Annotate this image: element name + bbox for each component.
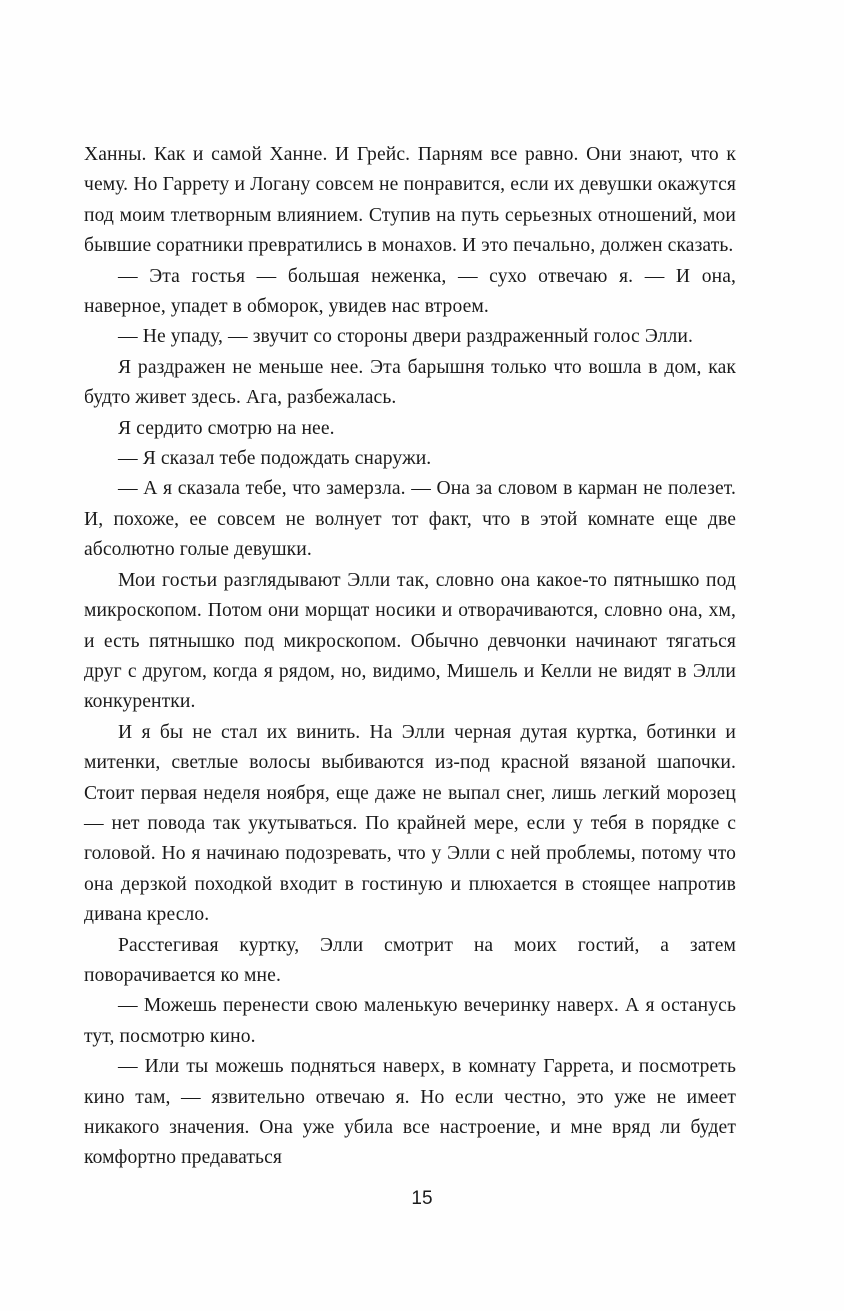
paragraph: И я бы не стал их винить. На Элли черная дутая куртка, ботинки и митенки, светлые волосы выбиваются из-под красной вязаной шапочки. Стоит первая неделя ноября, еще даже не выпал снег, лишь легкий морозец — нет повода так укутываться. По крайней мере, если у тебя в порядке с головой. Но я начинаю подозревать, что у Элли с ней проблемы, потому что она дерзкой походкой входит в гостиную и плюхается в стоящее напротив дивана кресло.	[84, 721, 736, 926]
paragraph: — А я сказала тебе, что замерзла. — Она за словом в карман не полезет. И, похоже, ее совсем не волнует тот факт, что в этой комнате еще две абсолютно голые девушки.	[84, 478, 736, 561]
paragraph: Я раздражен не меньше нее. Эта барышня только что вошла в дом, как будто живет здесь. Ага, разбежалась.	[84, 356, 736, 409]
paragraph: Я сердито смотрю на нее.	[118, 417, 335, 439]
page-text-body	[84, 140, 736, 1174]
page-number: 15	[411, 1188, 433, 1209]
paragraph: — Эта гостья — большая неженка, — сухо отвечаю я. — И она, наверное, упадет в обморок, увидев нас втроем.	[84, 265, 736, 318]
paragraph: — Не упаду, — звучит со стороны двери раздраженный голос Элли.	[118, 326, 693, 348]
paragraph: Расстегивая куртку, Элли смотрит на моих гостий, а затем поворачивается ко мне.	[84, 934, 736, 986]
paragraph: — Или ты можешь подняться наверх, в комнату Гаррета, и посмотреть кино там, — язвительно отвечаю я. Но если честно, это уже не имеет никакого значения. Она уже убила все настроение, и мне вряд ли будет комфортно предаваться	[84, 1056, 736, 1169]
paragraph: Мои гостьи разглядывают Элли так, словно она какое-то пятнышко под микроскопом. Потом они морщат носики и отворачиваются, словно она, хм, и есть пятнышко под микроскопом. Обычно девчонки начинают тягаться друг с другом, когда я рядом, но, видимо, Мишель и Келли не видят в Элли конкурентки.	[84, 569, 736, 713]
paragraph: Ханны. Как и самой Ханне. И Грейс. Парням все равно. Они знают, что к чему. Но Гаррету и Логану совсем не понравится, если их девушки окажутся под моим тлетворным влиянием. Ступив на путь серьезных отношений, мои бывшие соратники превратились в монахов. И это печально, должен сказать.	[84, 144, 736, 257]
paragraph: — Можешь перенести свою маленькую вечеринку наверх. А я останусь тут, посмотрю кино.	[84, 995, 736, 1047]
paragraph: — Я сказал тебе подождать снаружи.	[118, 448, 432, 470]
